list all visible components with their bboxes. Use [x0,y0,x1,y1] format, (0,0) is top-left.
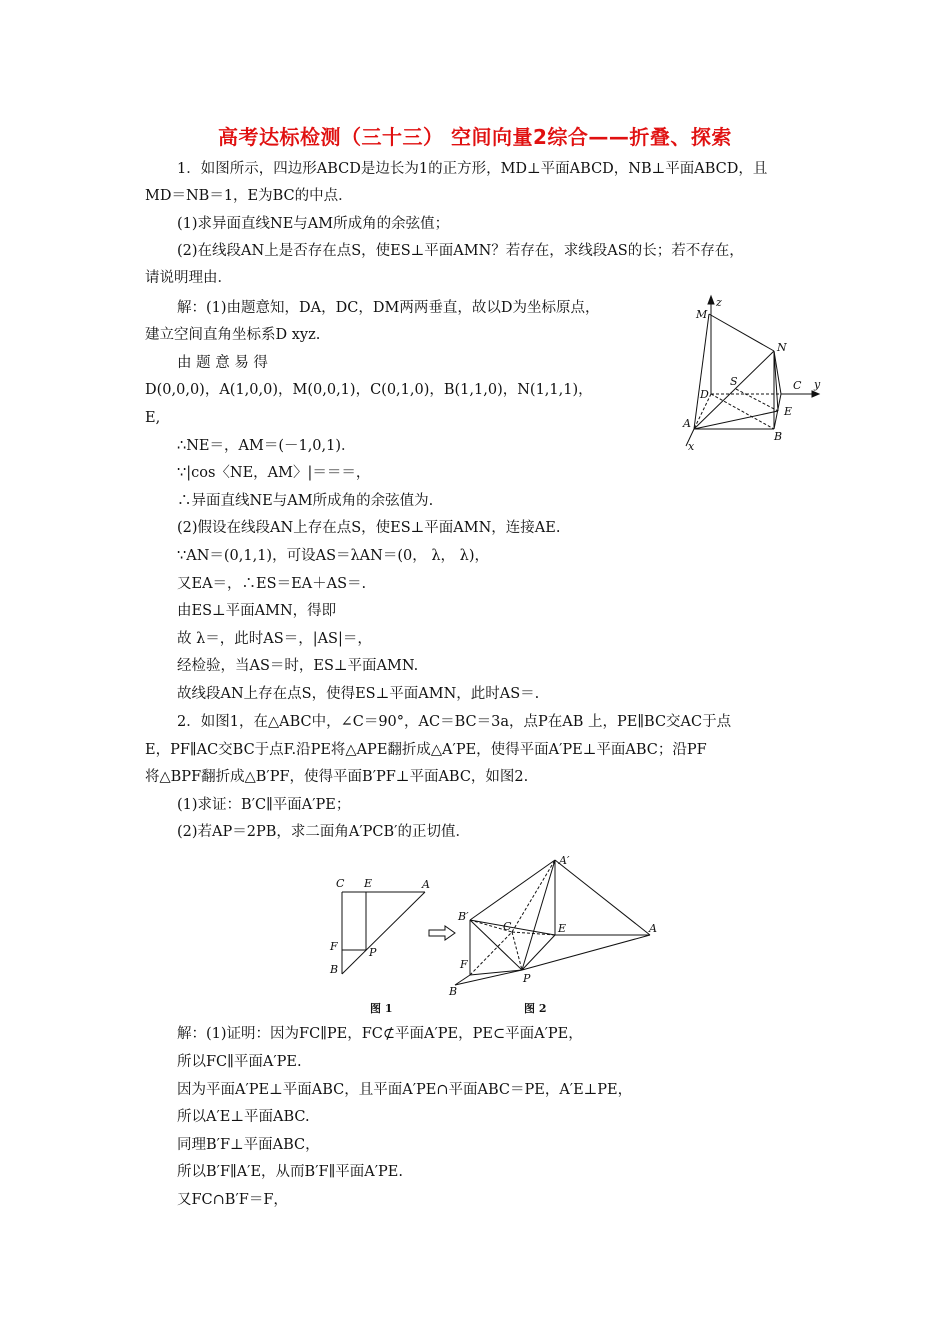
text-line: 故 λ＝，此时AS＝，|AS|＝， [177,631,372,647]
text-line: 所以A′E⊥平面ABC. [177,1109,310,1125]
cube-label-N: N [777,341,787,354]
fig2-label-A-prime: A′ [559,854,570,867]
cube-label-D: D [700,388,709,401]
text-line: ∴异面直线NE与AM所成角的余弦值为. [177,493,434,509]
cube-label-C: C [793,379,802,392]
text-line: 又FC∩B′F＝F， [177,1192,288,1208]
text-line: ∵AN＝(0,1,1)，可设AS＝λAN＝(0， λ， λ)， [177,548,489,564]
fig1-caption: 图 1 [370,1002,393,1015]
text-line: 由ES⊥平面AMN，得即 [177,603,337,619]
fig2-label-B-prime: B′ [458,910,469,923]
fig2-label-B: B [449,985,458,998]
text-line: ∴NE＝，AM＝(－1,0,1)． [177,438,356,454]
cube-label-x: x [688,440,695,453]
cube-label-M: M [696,308,708,321]
cube-label-y: y [814,378,821,391]
fig1-label-F: F [330,940,338,953]
cube-label-B: B [774,430,783,443]
cube-label-E: E [784,405,793,418]
text-line: 因为平面A′PE⊥平面ABC，且平面A′PE∩平面ABC＝PE，A′E⊥PE， [177,1082,633,1098]
page-title: 高考达标检测（三十三） 空间向量2综合——折叠、探索 [218,125,732,149]
fig1-label-E: E [364,877,373,890]
text-line: 解：(1)由题意知，DA，DC，DM两两垂直，故以D为坐标原点， [177,300,600,316]
fig2-caption: 图 2 [524,1002,547,1015]
text-line: 又EA＝，∴ES＝EA＋AS＝. [177,576,367,592]
text-line: 请说明理由． [145,270,232,286]
folded-figure-2 [440,850,670,1024]
cube-figure [676,294,826,458]
text-line: ∵|cos〈NE，AM〉|＝＝＝， [177,465,371,481]
triangle-figure-1 [322,870,442,1024]
text-line: 同理B′F⊥平面ABC， [177,1137,320,1153]
cube-label-A: A [683,417,691,430]
fig2-label-P: P [523,972,531,985]
fig1-label-A: A [422,878,430,891]
text-line: 所以FC∥平面A′PE. [177,1054,302,1070]
text-line: 解：(1)证明：因为FC∥PE，FC⊄平面A′PE，PE⊂平面A′PE， [177,1026,583,1042]
fig2-label-E: E [558,922,567,935]
text-line: (2)若AP＝2PB，求二面角A′PCB′的正切值． [177,824,470,840]
text-line: D(0,0,0)，A(1,0,0)，M(0,0,1)，C(0,1,0)，B(1,1,0)，N(1,1,1)， [145,382,593,398]
text-line: (2)在线段AN上是否存在点S，使ES⊥平面AMN？若存在，求线段AS的长；若不存在， [177,243,744,259]
text-line: E, [145,410,161,426]
text-line: MD＝NB＝1，E为BC的中点． [145,188,353,204]
text-line: 1．如图所示，四边形ABCD是边长为1的正方形，MD⊥平面ABCD，NB⊥平面ABCD，且 [177,161,768,177]
text-line: 经检验，当AS＝时，ES⊥平面AMN. [177,658,419,674]
fig2-label-A: A [649,922,657,935]
fig2-label-F: F [460,958,468,971]
text-line: (1)求证：B′C∥平面A′PE； [177,797,351,813]
text-line: E，PF∥AC交BC于点F.沿PE将△APE翻折成△A′PE，使得平面A′PE⊥平面ABC；沿PF [145,742,707,758]
text-line: 由 题 意 易 得 [177,355,268,371]
text-line: 所以B′F∥A′E，从而B′F∥平面A′PE. [177,1164,403,1180]
cube-label-S: S [730,375,738,388]
cube-label-z: z [716,296,722,309]
fig1-label-C: C [336,877,345,890]
fig1-label-B: B [330,963,339,976]
fig2-label-C: C [503,920,512,933]
text-line: 将△BPF翻折成△B′PF，使得平面B′PF⊥平面ABC，如图2. [145,769,529,785]
text-line: 建立空间直角坐标系D xyz. [145,327,321,343]
text-line: 2．如图1，在△ABC中，∠C＝90°，AC＝BC＝3a，点P在AB 上，PE∥BC交AC于点 [177,714,732,730]
text-line: (2)假设在线段AN上存在点S，使ES⊥平面AMN，连接AE. [177,520,561,536]
text-line: 故线段AN上存在点S，使得ES⊥平面AMN，此时AS＝. [177,686,540,702]
text-line: (1)求异面直线NE与AM所成角的余弦值； [177,216,450,232]
fig1-label-P: P [369,946,377,959]
